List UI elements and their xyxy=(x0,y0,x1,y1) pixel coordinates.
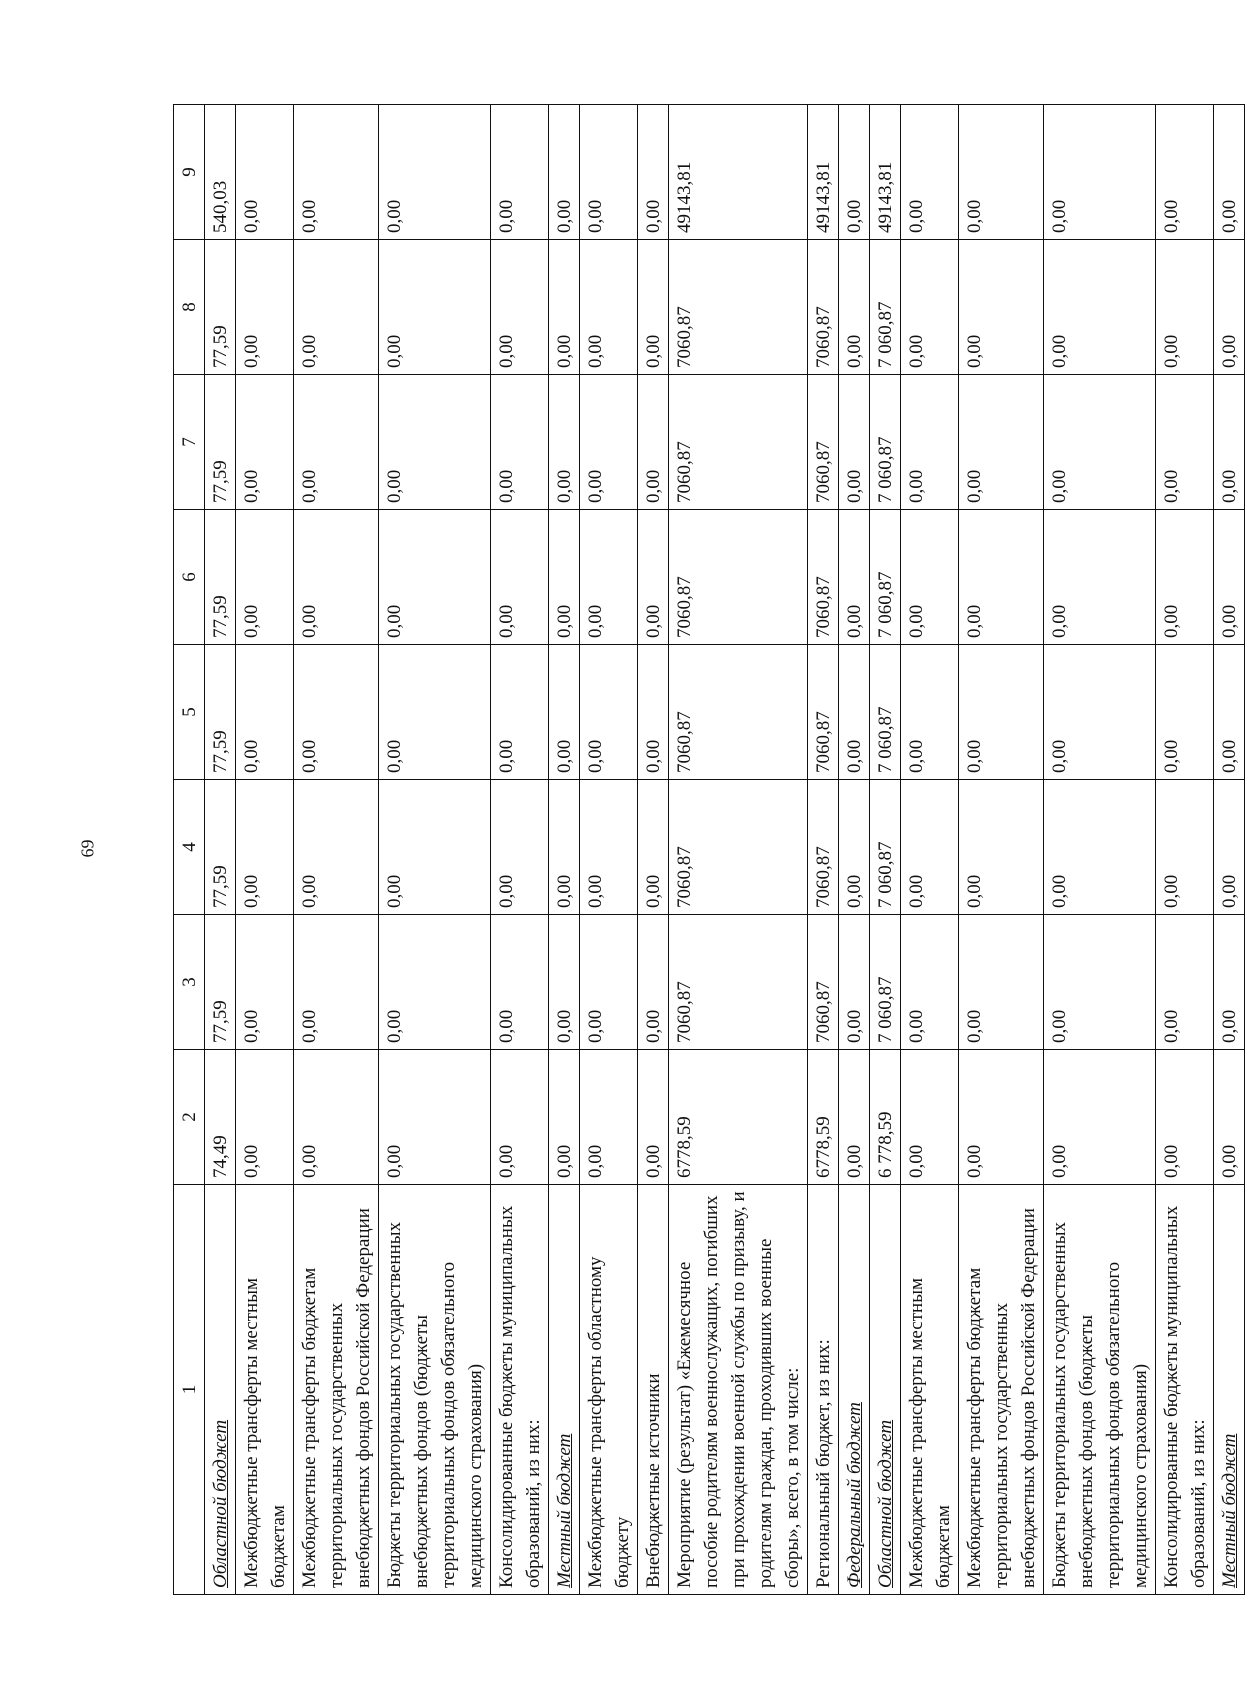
cell-value: 0,00 xyxy=(294,780,379,915)
table-row xyxy=(638,105,669,1595)
cell-value: 0,00 xyxy=(236,645,294,780)
cell-value: 0,00 xyxy=(491,645,549,780)
cell-value: 7060,87 xyxy=(669,510,808,645)
table-row xyxy=(294,105,379,1595)
cell-value: 0,00 xyxy=(379,1050,491,1185)
cell-value: 0,00 xyxy=(294,240,379,375)
cell-value: 0,00 xyxy=(580,780,638,915)
cell-value: 0,00 xyxy=(1156,105,1214,240)
cell-value: 0,00 xyxy=(901,780,959,915)
cell-value: 0,00 xyxy=(580,375,638,510)
row-label: Межбюджетные трансферты бюджетам территориальных государственных внебюджетных фондов Российской Федерации xyxy=(294,1185,379,1595)
cell-value: 0,00 xyxy=(491,510,549,645)
cell-value: 0,00 xyxy=(638,510,669,645)
row-label: Межбюджетные трансферты местным бюджетам xyxy=(236,1185,294,1595)
cell-value: 0,00 xyxy=(638,645,669,780)
column-header-1: 1 xyxy=(174,1185,205,1595)
cell-value: 7 060,87 xyxy=(870,645,901,780)
cell-value: 0,00 xyxy=(1156,510,1214,645)
cell-value: 0,00 xyxy=(959,1050,1044,1185)
cell-value: 0,00 xyxy=(294,510,379,645)
cell-value: 0,00 xyxy=(959,105,1044,240)
cell-value: 77,59 xyxy=(205,510,236,645)
cell-value: 0,00 xyxy=(236,240,294,375)
cell-value: 7060,87 xyxy=(808,375,839,510)
cell-value: 0,00 xyxy=(549,915,580,1050)
cell-value: 0,00 xyxy=(549,1050,580,1185)
cell-value: 6778,59 xyxy=(808,1050,839,1185)
cell-value: 0,00 xyxy=(549,240,580,375)
cell-value: 0,00 xyxy=(1214,645,1245,780)
cell-value: 0,00 xyxy=(638,105,669,240)
cell-value: 0,00 xyxy=(638,1050,669,1185)
cell-value: 0,00 xyxy=(638,240,669,375)
cell-value: 0,00 xyxy=(580,240,638,375)
table-row xyxy=(669,105,808,1595)
cell-value: 0,00 xyxy=(549,645,580,780)
cell-value: 7060,87 xyxy=(808,645,839,780)
cell-value: 0,00 xyxy=(638,915,669,1050)
cell-value: 0,00 xyxy=(1044,1050,1156,1185)
cell-value: 0,00 xyxy=(839,105,870,240)
cell-value: 49143,81 xyxy=(808,105,839,240)
column-header-6: 6 xyxy=(174,510,205,645)
table-row xyxy=(901,105,959,1595)
table-row xyxy=(580,105,638,1595)
cell-value: 7060,87 xyxy=(669,645,808,780)
cell-value: 0,00 xyxy=(580,645,638,780)
page-number: 69 xyxy=(77,839,98,858)
cell-value: 0,00 xyxy=(379,510,491,645)
cell-value: 0,00 xyxy=(1044,375,1156,510)
cell-value: 0,00 xyxy=(491,1050,549,1185)
cell-value: 0,00 xyxy=(294,915,379,1050)
cell-value: 540,03 xyxy=(205,105,236,240)
cell-value: 0,00 xyxy=(580,510,638,645)
cell-value: 0,00 xyxy=(1156,1050,1214,1185)
cell-value: 77,59 xyxy=(205,915,236,1050)
cell-value: 0,00 xyxy=(236,375,294,510)
cell-value: 0,00 xyxy=(1044,915,1156,1050)
row-label: Бюджеты территориальных государственных внебюджетных фондов (бюджеты территориальных фондов обязательного медицинского страхования) xyxy=(379,1185,491,1595)
cell-value: 0,00 xyxy=(236,510,294,645)
cell-value: 7060,87 xyxy=(808,240,839,375)
cell-value: 0,00 xyxy=(294,375,379,510)
row-label: Консолидированные бюджеты муниципальных образований, из них: xyxy=(1156,1185,1214,1595)
cell-value: 0,00 xyxy=(959,780,1044,915)
cell-value: 0,00 xyxy=(839,375,870,510)
table-row xyxy=(1214,105,1245,1595)
table-row xyxy=(549,105,580,1595)
row-label: Межбюджетные трансферты областному бюджету xyxy=(580,1185,638,1595)
table-body xyxy=(205,105,1245,1595)
cell-value: 0,00 xyxy=(549,510,580,645)
cell-value: 7060,87 xyxy=(669,780,808,915)
cell-value: 0,00 xyxy=(901,105,959,240)
cell-value: 0,00 xyxy=(959,375,1044,510)
cell-value: 0,00 xyxy=(1044,240,1156,375)
cell-value: 0,00 xyxy=(839,510,870,645)
cell-value: 7 060,87 xyxy=(870,915,901,1050)
cell-value: 7 060,87 xyxy=(870,240,901,375)
cell-value: 0,00 xyxy=(638,375,669,510)
cell-value: 0,00 xyxy=(549,780,580,915)
cell-value: 0,00 xyxy=(1156,915,1214,1050)
table-row xyxy=(236,105,294,1595)
cell-value: 0,00 xyxy=(580,1050,638,1185)
table-row xyxy=(839,105,870,1595)
cell-value: 7060,87 xyxy=(669,375,808,510)
cell-value: 0,00 xyxy=(1214,915,1245,1050)
cell-value: 0,00 xyxy=(491,915,549,1050)
table-header-row xyxy=(174,105,205,1595)
column-header-4: 4 xyxy=(174,780,205,915)
cell-value: 6778,59 xyxy=(669,1050,808,1185)
table-row xyxy=(379,105,491,1595)
cell-value: 0,00 xyxy=(1044,645,1156,780)
cell-value: 0,00 xyxy=(236,780,294,915)
cell-value: 0,00 xyxy=(901,375,959,510)
cell-value: 77,59 xyxy=(205,645,236,780)
row-label: Межбюджетные трансферты местным бюджетам xyxy=(901,1185,959,1595)
cell-value: 49143,81 xyxy=(669,105,808,240)
cell-value: 0,00 xyxy=(839,240,870,375)
cell-value: 7060,87 xyxy=(808,915,839,1050)
cell-value: 77,59 xyxy=(205,240,236,375)
cell-value: 0,00 xyxy=(959,240,1044,375)
table-row xyxy=(491,105,549,1595)
cell-value: 0,00 xyxy=(839,915,870,1050)
cell-value: 0,00 xyxy=(294,645,379,780)
cell-value: 0,00 xyxy=(379,240,491,375)
cell-value: 0,00 xyxy=(294,105,379,240)
rotated-table-container xyxy=(173,105,1240,1595)
row-label: Федеральный бюджет xyxy=(839,1185,870,1595)
cell-value: 0,00 xyxy=(379,105,491,240)
row-label: Консолидированные бюджеты муниципальных образований, из них: xyxy=(491,1185,549,1595)
cell-value: 0,00 xyxy=(959,645,1044,780)
column-header-5: 5 xyxy=(174,645,205,780)
cell-value: 0,00 xyxy=(1214,780,1245,915)
cell-value: 0,00 xyxy=(549,105,580,240)
cell-value: 7060,87 xyxy=(808,510,839,645)
cell-value: 0,00 xyxy=(236,105,294,240)
cell-value: 77,59 xyxy=(205,375,236,510)
row-label: Мероприятие (результат) «Ежемесячное пособие родителям военнослужащих, погибших при прохождении военной службы по призыву, и родителям граждан, проходивших военные сборы», всего, в том числе: xyxy=(669,1185,808,1595)
cell-value: 0,00 xyxy=(379,780,491,915)
table-row xyxy=(1044,105,1156,1595)
column-header-7: 7 xyxy=(174,375,205,510)
cell-value: 0,00 xyxy=(1214,240,1245,375)
table-row xyxy=(808,105,839,1595)
cell-value: 0,00 xyxy=(236,915,294,1050)
column-header-9: 9 xyxy=(174,105,205,240)
cell-value: 0,00 xyxy=(1156,780,1214,915)
cell-value: 0,00 xyxy=(1214,375,1245,510)
cell-value: 0,00 xyxy=(379,645,491,780)
cell-value: 7 060,87 xyxy=(870,510,901,645)
row-label: Внебюджетные источники xyxy=(638,1185,669,1595)
cell-value: 0,00 xyxy=(1044,510,1156,645)
cell-value: 49143,81 xyxy=(870,105,901,240)
cell-value: 77,59 xyxy=(205,780,236,915)
cell-value: 6 778,59 xyxy=(870,1050,901,1185)
cell-value: 0,00 xyxy=(294,1050,379,1185)
cell-value: 0,00 xyxy=(959,915,1044,1050)
cell-value: 0,00 xyxy=(491,375,549,510)
cell-value: 0,00 xyxy=(1156,375,1214,510)
cell-value: 0,00 xyxy=(1156,645,1214,780)
cell-value: 0,00 xyxy=(901,645,959,780)
table-row xyxy=(205,105,236,1595)
row-label: Региональный бюджет, из них: xyxy=(808,1185,839,1595)
cell-value: 7060,87 xyxy=(808,780,839,915)
cell-value: 0,00 xyxy=(491,105,549,240)
cell-value: 0,00 xyxy=(1156,240,1214,375)
cell-value: 0,00 xyxy=(1214,1050,1245,1185)
cell-value: 0,00 xyxy=(491,780,549,915)
row-label: Местный бюджет xyxy=(549,1185,580,1595)
cell-value: 0,00 xyxy=(549,375,580,510)
table-row xyxy=(959,105,1044,1595)
cell-value: 0,00 xyxy=(1214,510,1245,645)
cell-value: 74,49 xyxy=(205,1050,236,1185)
table-row xyxy=(870,105,901,1595)
cell-value: 7 060,87 xyxy=(870,780,901,915)
cell-value: 0,00 xyxy=(491,240,549,375)
cell-value: 0,00 xyxy=(959,510,1044,645)
row-label: Бюджеты территориальных государственных внебюджетных фондов (бюджеты территориальных фондов обязательного медицинского страхования) xyxy=(1044,1185,1156,1595)
cell-value: 7 060,87 xyxy=(870,375,901,510)
cell-value: 0,00 xyxy=(1214,105,1245,240)
cell-value: 0,00 xyxy=(839,645,870,780)
row-label: Местный бюджет xyxy=(1214,1185,1245,1595)
cell-value: 0,00 xyxy=(379,375,491,510)
row-label: Областной бюджет xyxy=(205,1185,236,1595)
cell-value: 0,00 xyxy=(901,1050,959,1185)
cell-value: 0,00 xyxy=(839,1050,870,1185)
cell-value: 0,00 xyxy=(236,1050,294,1185)
budget-table xyxy=(173,104,1245,1595)
cell-value: 0,00 xyxy=(580,915,638,1050)
cell-value: 7060,87 xyxy=(669,240,808,375)
cell-value: 0,00 xyxy=(901,915,959,1050)
cell-value: 7060,87 xyxy=(669,915,808,1050)
cell-value: 0,00 xyxy=(1044,105,1156,240)
table-row xyxy=(1156,105,1214,1595)
cell-value: 0,00 xyxy=(580,105,638,240)
column-header-2: 2 xyxy=(174,1050,205,1185)
column-header-3: 3 xyxy=(174,915,205,1050)
cell-value: 0,00 xyxy=(901,510,959,645)
row-label: Межбюджетные трансферты бюджетам территориальных государственных внебюджетных фондов Российской Федерации xyxy=(959,1185,1044,1595)
column-header-8: 8 xyxy=(174,240,205,375)
cell-value: 0,00 xyxy=(901,240,959,375)
cell-value: 0,00 xyxy=(839,780,870,915)
cell-value: 0,00 xyxy=(379,915,491,1050)
row-label: Областной бюджет xyxy=(870,1185,901,1595)
cell-value: 0,00 xyxy=(1044,780,1156,915)
cell-value: 0,00 xyxy=(638,780,669,915)
